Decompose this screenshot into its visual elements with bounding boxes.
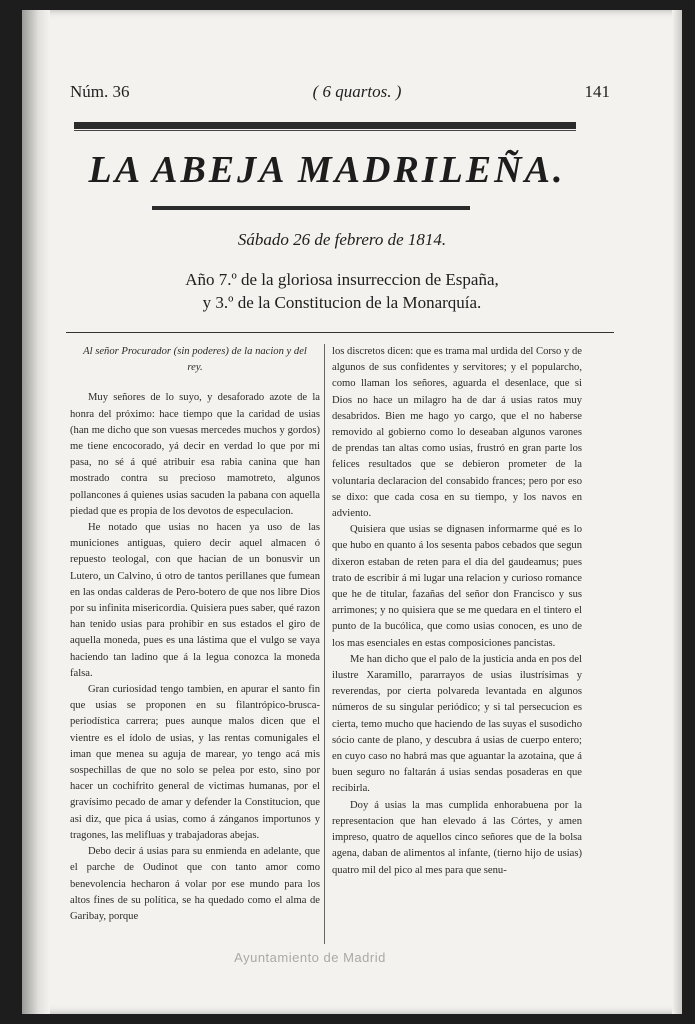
paragraph: Muy señores de lo suyo, y desaforado azote de la honra del próximo: hace tiempo que la caridad de usias (han me dicho que son vuesas mercedes muchos y gordos) me tiene encocorado, yá decir en verdad lo que por mi pasa, no sé á qué atribuir esa rabia canina que han mostrado contra su precioso mamotreto, algunos pollancones á quienes usias sacuden la pabana con aquella piedad que es propia de los devotos de especulacion.	[70, 392, 320, 517]
header-rule	[74, 122, 576, 129]
article-heading: Al señor Procurador (sin poderes) de la nacion y del rey.	[83, 346, 307, 374]
paragraph: He notado que usias no hacen ya uso de las municiones antiguas, quiero decir aquel almacen ó repuesto teologal, con que hacian de un bonusvir un Lutero, un Calvino, ú otro de tantos perillanes que fumean en las ondas calderas de Pero-botero de que nos libre Dios por su infinita misericordia. Quisiera pues saber, qué razon han tenido usias para prohibir en sus estados el giro de aquella moneda, pues es una lástima que el vulgo se vaya haciendo tan ladino que á la legua conozca la moneda falsa.	[70, 522, 320, 679]
newspaper-page	[22, 10, 682, 1014]
paragraph: los discretos dicen: que es trama mal urdida del Corso y de algunos de sus confidentes y servitores; y el popularcho, como llaman los señores, aguarda el desenlace, que si Dios no hace un milagro ha de dar á usias ratos muy desabridos. Bien me hago yo cargo, que el no haberse removido al gobierno como lo deseaban algunos varones de prendas tan altas como usias, frustró en gran parte los felices resultados que se debieron prometer de la voluntaria declaracion del consabido frances; pero por eso se dixo: que cada cosa en su tiempo, y los navos en adviento.	[332, 346, 582, 520]
page-right-edge	[672, 10, 682, 1014]
paragraph: Debo decir á usias para su enmienda en adelante, que el parche de Oudinot que con tanto amor como benevolencia hecharon á volar por ese mundo para los altos fines de su política, se ha quedado como el alma de Garibay, porque	[70, 846, 320, 922]
archive-watermark: Ayuntamiento de Madrid	[234, 950, 386, 965]
left-column	[70, 344, 320, 944]
page-spine-shadow	[22, 10, 50, 1014]
right-column	[332, 344, 582, 944]
paragraph: Doy á usias la mas cumplida enhorabuena por la representacion que han elevado á las Córtes, y amen impreso, quatro de aquellos cinco señores que de la bolsa agena, daban de alimentos al infante, (tierno hijo de usias) quatro mil del pico al mes para que senu-	[332, 799, 582, 876]
page-number: 141	[584, 82, 610, 101]
issue-date: Sábado 26 de febrero de 1814.	[237, 230, 447, 249]
masthead-title: LA ABEJA MADRILEÑA.	[88, 149, 566, 191]
issue-header	[70, 82, 610, 102]
column-divider	[324, 344, 325, 944]
paragraph: Gran curiosidad tengo tambien, en apurar el santo fin que usias se proponen en su filantrópico-brusca-periodística carrera; pues aunque malos dicen que el vientre es el ídolo de usias, y las rentas comunigales el iman que menea su aguja de marear, yo tengo acá mis sospechillas de que no solo se pelea por esto, sino por hacer un cochifrito general de victimas humanas, por el gravísimo pecado de amar y defender la Constitucion, que asi diz, que pica á usias, como á zánganos importunos y tragones, las melifluas y trabajadoras abejas.	[70, 684, 320, 841]
paragraph: Quisiera que usias se dignasen informarme qué es lo que hubo en quanto á los sesenta pabos cebados que segun dixeron estaban de reten para el dia del gaudeamus; pues trato de escribir á mi lugar una relacion y curioso romance que he de titular, fazañas del señor don Francisco y sus arrimones; y no quisiera que se me quedara en el tintero el punto de la bucólica, que como usias conocen, es uno de los mas esenciales en estas composiciones pancistas.	[332, 524, 582, 649]
issue-price: ( 6 quartos. )	[312, 82, 402, 101]
anniversary-line-2: y 3.º de la Constitucion de la Monarquía.	[202, 293, 482, 312]
anniversary-lines	[82, 268, 602, 314]
anniversary-line-1: Año 7.º de la gloriosa insurreccion de España,	[185, 270, 499, 289]
issue-number: Núm. 36	[70, 82, 130, 101]
masthead-rule	[152, 206, 470, 210]
section-rule	[66, 332, 614, 333]
paragraph: Me han dicho que el palo de la justicia anda en pos del ilustre Xaramillo, pararrayos de usias ilustrísimas y reverendas, por cierta polvareda levantada en algunos números de su singular periódico; y si tal persecucion es cierta, temo mucho que haciendo de las suyas el susodicho sócio cante de plano, y descubra á usias de cuerpo entero; en cuyo caso no habrá mas que aguantar la azotaina, que á buen seguro no faltarán á usias sendas posaderas en que recibirla.	[332, 653, 582, 795]
